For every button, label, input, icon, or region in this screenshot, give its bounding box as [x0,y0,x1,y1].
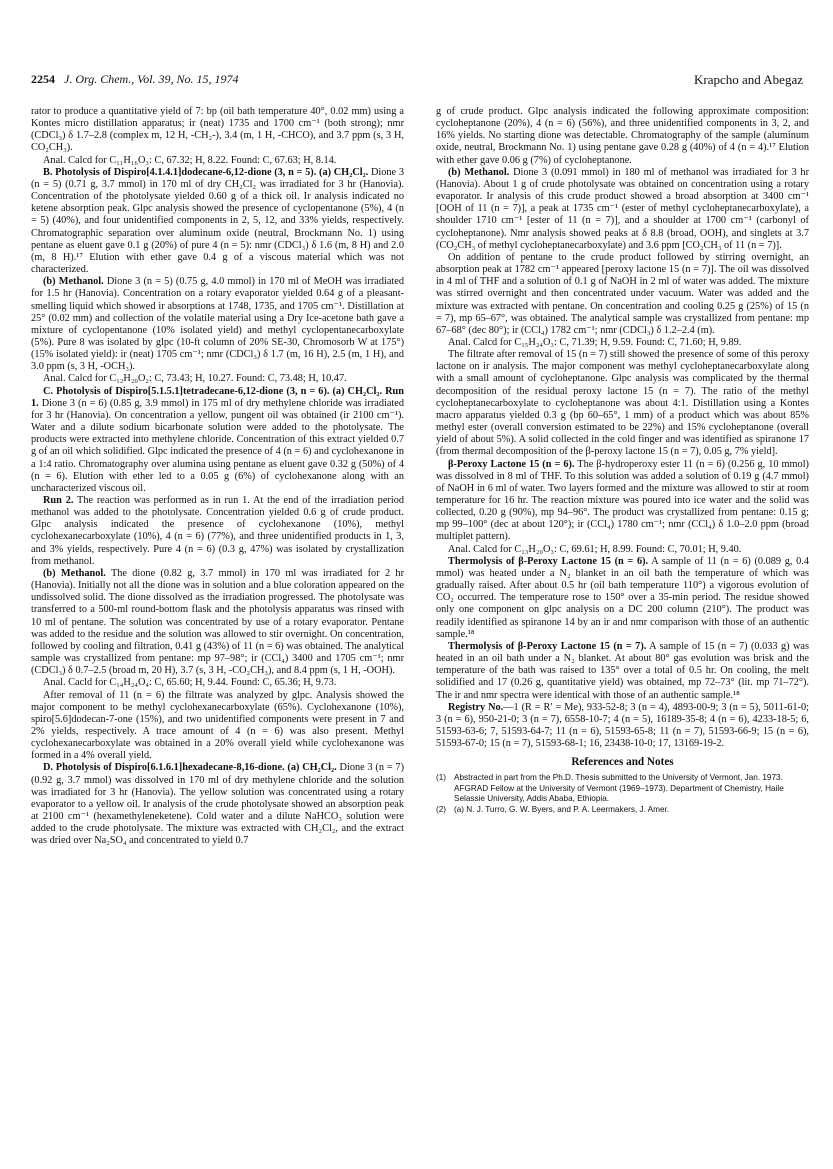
paragraph [436,252,809,337]
paragraph [436,349,809,458]
paragraph-text: Anal. Calcd for C₁₁H₁₆O₃: C, 67.32; H, 8.22. Found: C, 67.63; H, 8.14. [43,154,337,166]
reference-text: Abstracted in part from the Ph.D. Thesis submitted to the University of Vermont, Jan. 1973. AFGRAD Fellow at the University of Vermont (1969–1973). Department of Chemistry, Haile Selassie University, Addis Ababa, Ethiopia. [454,773,784,804]
paragraph [31,155,404,167]
paragraph-heading: Thermolysis of β-Peroxy Lactone 15 (n = 6). [448,555,649,567]
paragraph-text: Anal. Calcd for C₁₃H₂₀O₃: C, 69.61; H, 8.99. Found: C, 70.01; H, 9.40. [448,543,742,555]
paragraph-heading: (b) Methanol. [448,166,510,178]
paragraph-text: A sample of 11 (n = 6) (0.089 g, 0.4 mmol) was heated under a N₂ blanket in an oil bath the temperature of which was gradually raised. After about 0.5 hr (oil bath temperature 110°) a vigorous evolution of CO₂ occurred. The temperature rose to 150° over a 35-min period. The residue showed only one component on glpc analysis on a DC 200 column (210°). The product was readily identified as spiranone 14 by an ir and nmr comparison with those of an authentic sample.¹⁸ [436,555,810,640]
paragraph [436,459,809,544]
running-head-authors: Krapcho and Abegaz [693,72,803,87]
paragraph-text: Dione 3 (n = 6) (0.85 g, 3.9 mmol) in 175 ml of dry methylene chloride was irradiated for 3 hr (Hanovia). On concentration a yellow, pungent oil was obtained (ir 2100 cm⁻¹). Water and a dilute sodium bicarbonate solution were added to the photolysate. The products were extracted into methylene chloride. Concentration of this extract yielded 0.7 g of an oil which solidified. Glpc indicated the presence of 4 (n = 6) and cyclohexanone in a 1:4 ratio. Chromatography over alumina using pentane as eluent gave 0.32 g (50%) of 4 (n = 6). Elution with ether led to a 0.05 g (6%) of cyclohexanone along with an uncharacterized viscous oil. [31,397,404,494]
paragraph [31,762,404,847]
paragraph [31,495,404,568]
paragraph-text: Anal. Cacld for C₁₄H₂₄O₄: C, 65.60; H, 9.44. Found: C, 65.36; H, 9.73. [43,677,337,689]
reference-number: (2) [436,805,447,815]
paragraph-text: The reaction was performed as in run 1. At the end of the irradiation period methanol was added to the photolysate. Concentration yielded 0.6 g of crude product. Glpc analysis indicated the presence of cyclohexanone (10%), methyl cyclohexanecarboxylate (10%), 4 (n = 6) (77%), and three unidentified products in 1, 3, and 3% yields, respectively. Pure 4 (n = 6) (0.3 g, 47%) was isolated by crystallization from methanol. [31,495,404,567]
page-number: 2254 [31,72,55,86]
paragraph [31,167,404,276]
paragraph-text: Anal. Calcd for C₁₂H₂₀O₂: C, 73.43; H, 10.27. Found: C, 73.48; H, 10.47. [43,373,347,385]
paragraph-heading: β-Peroxy Lactone 15 (n = 6). [448,458,575,470]
references-title: References and Notes [571,756,674,769]
paragraph-text: After removal of 11 (n = 6) the filtrate was analyzed by glpc. Analysis showed the major component to be methyl cyclohexanecarboxylate (65%). Cyclohexanone (10%), spiro[5.6]dodecan-7-one (15%), and two unidentified components were present in 7 and 2% yields, respectively. A trace amount of 4 (n = 6) was also present. Methyl cyclohexanecarboxylate was obtained in a 20% overall yield while cyclohexanone was formed in a 4% overall yield. [31,689,404,762]
paragraph [31,690,404,763]
paragraph-text: Dione 3 (n = 7) (0.92 g, 3.7 mmol) was dissolved in 170 ml of dry methylene chloride and the solution was irradiated for 3 hr (Hanovia). The yellow solution was concentrated using a rotary evaporator to a yellow oil. Ir analysis of the crude photolysate showed an absorption peak at 2100 cm⁻¹ (hexamethyleneketene). Cold water and a dilute NaHCO₃ solution were added to the crude photolysate. The mixture was extracted with CH₂Cl₂, and the extract was dried over Na₂SO₄ and concentrated to yield 0.7 [31,762,404,847]
paragraph [436,702,809,751]
paragraph-text: The β-hydroperoxy ester 11 (n = 6) (0.256 g, 10 mmol) was dissolved in 8 ml of THF. To this solution was added a solution of 0.19 g (4.7 mmol) of NaOH in 6 ml of water. Two layers formed and the mixture was allowed to stir at room temperature for 16 hr. The reaction mixture was poured into ice water and the solid was collected, 0.20 g (90%), mp 94–96°. The product was crystallized from pentane: 0.15 g; mp 99–100° (dec at about 120°); ir (CCl₄) 1780 cm⁻¹; nmr (CCl₄) δ 1.0–2.0 ppm (broad multiplet pattern). [436,458,809,543]
paragraph-text: The filtrate after removal of 15 (n = 7) still showed the presence of some of this peroxy lactone on ir analysis. The major component was methyl cycloheptanecarboxylate along with a small amount of cycloheptanone. Glpc analysis was complicated by the thermal decomposition of the residual peroxy lactone 15 (n = 7). The ratio of the methyl cycloheptanecarboxylate to cycloheptanone was about 4:1. Distillation using a Kontes macro apparatus yielded 0.3 g (bp 60–65°, 1 mm) of a product which was about 85% methyl ester (overall conversion estimated to be 22%) and 15% cycloheptanone (overall yield of about 5%). A solid collected in the cold finger and was identified as spiranone 17 (from thermal decomposition of the β-peroxy lactone 15 (n = 7), 0.05 g, 7% yield]. [436,349,809,458]
paragraph-heading: D. Photolysis of Dispiro[6.1.6.1]hexadecane-8,16-dione. (a) CH₂Cl₂. [43,762,337,774]
paragraph [31,276,404,373]
paragraph-heading: (b) Methanol. [43,276,104,288]
paragraph-heading: C. Photolysis of Dispiro[5.1.5.1]tetradecane-6,12-dione (3, n = 6). (a) CH₂Cl₂. Run 1. [31,385,404,409]
paragraph-text: Dione 3 (0.091 mmol) in 180 ml of methanol was irradiated for 3 hr (Hanovia). About 1 g of crude photolysate was obtained on concentration using a rotary evaporator. Ir analysis of this crude product showed a broad absorption at 3400 cm⁻¹ [OOH of 11 (n = 7)], a peak at 1735 cm⁻¹ (ester of methyl cycloheptanecarboxylate), a shoulder 1710 cm⁻¹ [ester of 11 (n = 7)], and a shoulder at 1700 cm⁻¹ (carbonyl of cycloheptanone). Nmr analysis showed peaks at δ 8.8 (broad, OOH), and singlets at 3.7 (CO₂CH₃ of methyl cycloheptanecarboxylate) and 3.6 ppm [CO₂CH₃ of 11 (n = 7)]. [436,166,810,251]
paragraph-heading: Registry No. [448,701,504,713]
paragraph [436,337,809,349]
paragraph-text: The dione (0.82 g, 3.7 mmol) in 170 ml was irradiated for 2 hr (Hanovia). Initially not all the dione was in solution and a blue coloration appeared on the undissolved solid. The dione dissolved as the irradiation progressed. The photolysate was transferred to a 500-ml round-bottom flask and the photolysis apparatus was rinsed with 10 ml of pentane. The solution was concentrated by use of a rotary evaporator. Pentane was added to the residue and the solution was allowed to stir overnight. On concentration, followed by cooling and filtration, 0.41 g (43%) of 11 (n = 6) was obtained. The analytical sample was crystallized from pentane: mp 97–98°; ir (CCl₄) 3400 and 1705 cm⁻¹; nmr (CDCl₃) δ 0.7–2.5 (broad m, 20 H), 3.7 (s, 3 H, -CO₂CH₃), and 8.4 ppm (s, 1 H, -OOH). [31,567,404,677]
paragraph [31,568,404,677]
paragraph-text: rator to produce a quantitative yield of 7: bp (oil bath temperature 40°, 0.02 mm) using a Kontes micro distillation apparatus; ir (neat) 1735 and 1700 cm⁻¹ (both strong); nmr (CDCl₃) δ 1.7–2.8 (complex m, 12 H, -CH₂-), 3.4 (m, 1 H, -CHCO), and 3.7 ppm (s, 3 H, CO₂CH₃). [31,106,404,154]
paragraph-heading: Run 2. [43,495,74,506]
paragraph [436,106,809,167]
paragraph-text: g of crude product. Glpc analysis indicated the following approximate composition: cycloheptanone (20%), 4 (n = 6) (56%), and three unidentified components in 3, 2, and 16% yields. No starting dione was detectable. Chromatography of the sample (aluminum oxide, neutral, Brockmann No. 1) using pentane gave 0.28 g (40%) of 4 (n = 4).¹⁷ Elution with ether gave 0.06 g (7%) of cycloheptanone. [436,106,809,166]
paragraph [436,556,809,641]
journal-citation: J. Org. Chem., Vol. 39, No. 15, 1974 [64,72,239,86]
paragraph-heading: B. Photolysis of Dispiro[4.1.4.1]dodecane-6,12-dione (3, n = 5). (a) CH₂Cl₂. [43,166,369,178]
running-head-left [31,72,239,87]
paragraph-text: A sample of 15 (n = 7) (0.033 g) was heated in an oil bath under a N₂ blanket. At about 80° gas evolution was brisk and the temperature of the bath was raised to 135° over a total of 0.5 hr. On cooling, the melt solidified and 17 (0.26 g, quantitative yield) was obtained, mp 72–73° (lit. mp 71–72°). The ir and nmr spectra were identical with those of an authentic sample.¹⁸ [436,640,809,701]
paragraph-text: Dione 3 (n = 5) (0.75 g, 4.0 mmol) in 170 ml of MeOH was irradiated for 1.5 hr (Hanovia). Concentration on a rotary evaporator yielded 0.64 g of a pleasant-smelling liquid which showed ir absorptions at 1748, 1735, and 1705 cm⁻¹. Distillation at 25° (0.02 mm) and collection of the volatile material using a Dry Ice-acetone bath gave a mixture of cyclopentanone (10% isolated yield) and methyl cyclopentanecarboxylate (5%). Pure 8 was isolated by glpc (10-ft column of 20% SE-30, Chromosorb W at 175°) (15% isolated yield): ir (neat) 1705 cm⁻¹; nmr (CDCl₃) δ 1.7 (m, 16 H), 2.5 (m, 1 H), and 3.0 ppm (s, 3 H, -OCH₃). [31,276,404,373]
paragraph [31,373,404,385]
paragraph-text: Anal. Calcd for C₁₅H₂₄O₃: C, 71.39; H, 9.59. Found: C, 71.60; H, 9.89. [448,336,742,348]
left-column [31,106,404,848]
paragraph [436,641,809,702]
reference-number: (1) [436,773,447,783]
reference-item [436,805,809,815]
reference-text: (a) N. J. Turro, G. W. Byers, and P. A. Leermakers, J. Amer. [454,805,670,815]
paragraph-heading: (b) Methanol. [43,567,106,579]
right-column-paragraphs [436,106,809,750]
page-header [31,72,803,92]
paragraph-text: On addition of pentane to the crude product followed by stirring overnight, an absorption peak at 1782 cm⁻¹ appeared [peroxy lactone 15 (n = 7)]. The oil was dissolved in 4 ml of THF and a solution of 0.1 g of NaOH in 2 ml of water was added. The mixture was stirred overnight and then concentrated under vacuum. Water was added and the mixture was extracted with pentane. On concentration and cooling 0.25 g (25%) of 15 (n = 7), mp 65–67°, was obtained. The analytical sample was crystallized from pentane: mp 67–68° (dec 80°); ir (CCl₄) 1782 cm⁻¹; nmr (CDCl₃) δ 1.2–2.4 (m). [436,251,809,336]
references-list [436,773,809,815]
reference-item [436,773,809,804]
paragraph-text: —1 (R = R′ = Me), 933-52-8; 3 (n = 4), 4893-00-9; 3 (n = 5), 5011-61-0; 3 (n = 6), 950-21-0; 3 (n = 7), 6558-10-7; 4 (n = 5), 16189-35-8; 4 (n = 6), 4233-18-5; 6, 51593-63-6; 7, 51593-64-7; 11 (n = 6), 51593-65-8; 11 (n = 7), 51593-66-9; 15 (n = 6), 51593-67-0; 15 (n = 7), 51593-68-1; 16, 23438-10-0; 17, 13169-19-2. [436,701,809,750]
right-column [436,106,809,817]
paragraph-text: Dione 3 (n = 5) (0.71 g, 3.7 mmol) in 170 ml of dry CH₂Cl₂ was irradiated for 3 hr (Hanovia). Concentration of the photolysate yielded 0.60 g of a thick oil. Ir analysis indicated no ketene absorption peak. Glpc analysis showed the presence of cyclopentanone (5%), 4 (n = 5) (40%), and four unidentified components in 2, 5, 12, and 33% yields, respectively. Chromatographic separation over aluminum oxide (neutral, Brockmann No. 1) using pentane as eluent gave 0.1 g (20%) of pure 4 (n = 5): nmr (CDCl₃) δ 1.6 (m, 8 H) and 2.0 (m, 8 H).¹⁷ Elution with ether gave 0.4 g of a viscous material which was not characterized. [31,166,404,276]
paragraph [436,167,809,252]
paragraph [436,544,809,556]
paragraph-heading: Thermolysis of β-Peroxy Lactone 15 (n = 7). [448,640,647,652]
paragraph [31,386,404,495]
paragraph [31,106,404,155]
paragraph [31,677,404,689]
